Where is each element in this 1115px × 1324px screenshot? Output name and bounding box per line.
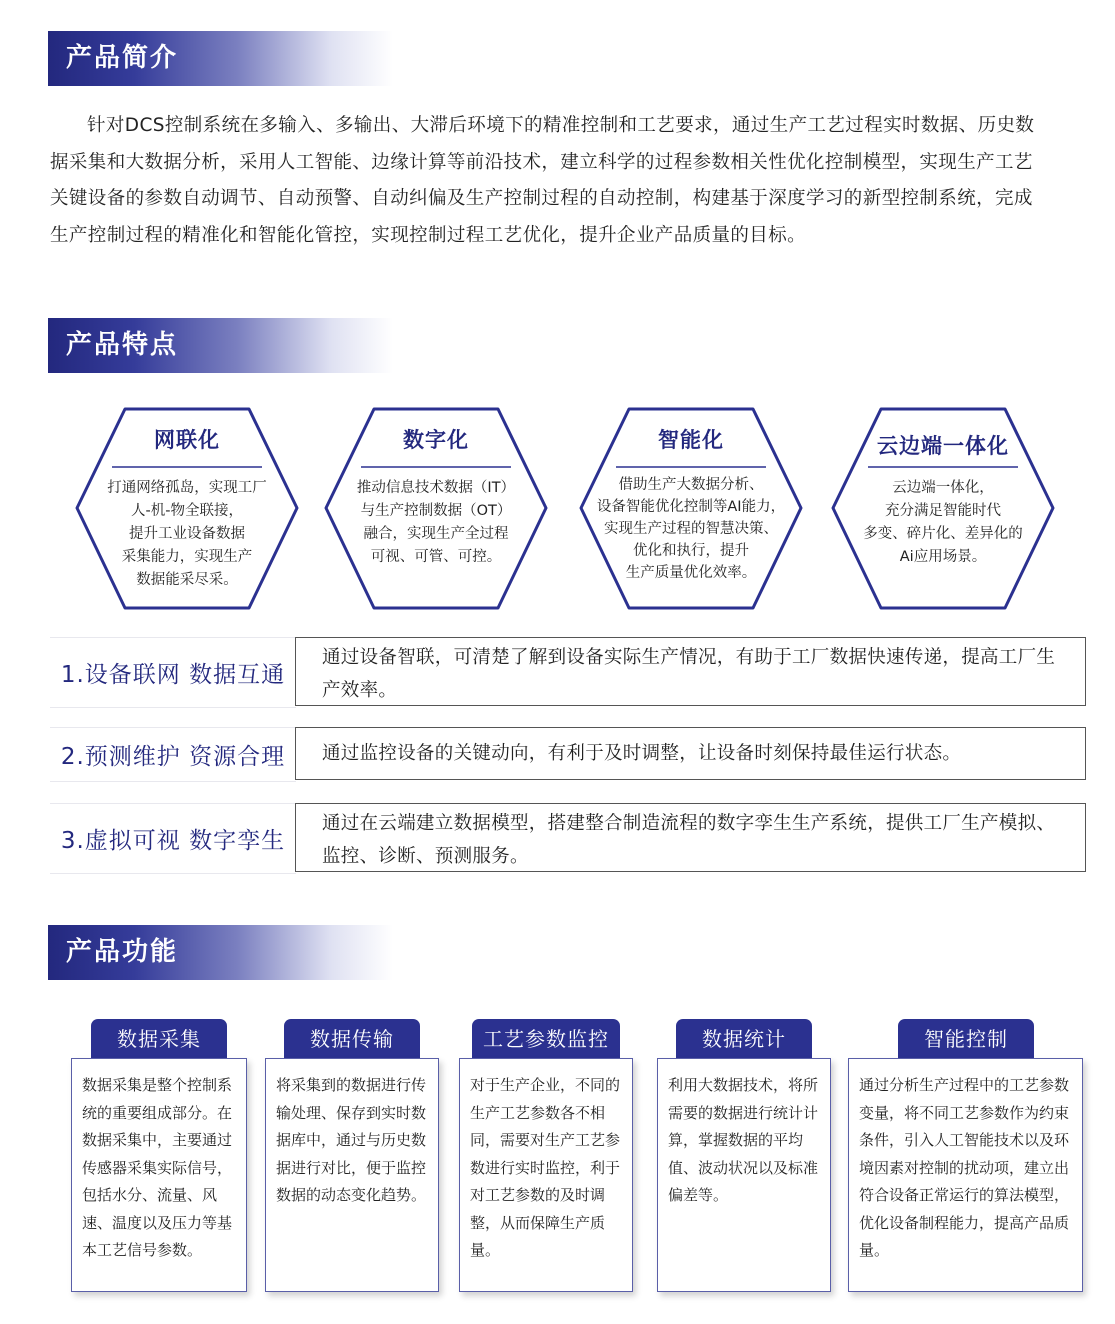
feature-row-label: 3.虚拟可视 数字孪生 [50,803,296,874]
hexagon-text-intelligence: 借助生产大数据分析、 设备智能优化控制等AI能力， 实现生产过程的智慧决策、 优化和执行，提升 生产质量优化效率。 [596,477,786,581]
function-card-title: 数据采集 [91,1019,227,1059]
hexagon-text-cloud-edge: 云边端一体化， 充分满足智能时代 多变、碎片化、差异化的 Ai应用场景。 [863,480,1023,565]
feature-row-label: 1.设备联网 数据互通 [50,637,296,708]
function-card-text: 数据采集是整个控制系统的重要组成部分。在数据采集中，主要通过传感器采集实际信号，包括水分、流量、风速、温度以及压力等基本工艺信号参数。 [71,1058,247,1292]
hexagon-title-cloud-edge: 云边端一体化 [877,434,1009,458]
function-card-text: 将采集到的数据进行传输处理、保存到实时数据库中，通过与历史数据进行对比，便于监控数据的动态变化趋势。 [265,1058,439,1292]
section-title-features: 产品特点 [48,318,393,373]
function-card-text: 利用大数据技术，将所需要的数据进行统计计算，掌握数据的平均值、波动状况以及标准偏差等。 [657,1058,831,1292]
feature-row [50,727,1086,780]
function-card-title: 智能控制 [898,1019,1034,1059]
intro-paragraph: 针对DCS控制系统在多输入、多输出、大滞后环境下的精准控制和工艺要求，通过生产工艺过程实时数据、历史数据采集和大数据分析，采用人工智能、边缘计算等前沿技术，建立科学的过程参数相关性优化控制模型，实现生产工艺关键设备的参数自动调节、自动预警、自动纠偏及生产控制过程的自动控制，构建基于深度学习的新型控制系统，完成生产控制过程的精准化和智能化管控，实现控制过程工艺优化，提升企业产品质量的目标。 [50,115,1035,246]
section-title-intro: 产品简介 [48,31,393,86]
feature-row-text: 通过监控设备的关键动向，有利于及时调整，让设备时刻保持最佳运行状态。 [295,727,1086,780]
function-card-title: 工艺参数监控 [472,1019,620,1059]
function-card-text: 通过分析生产过程中的工艺参数变量，将不同工艺参数作为约束条件，引入人工智能技术以及环境因素对控制的扰动项，建立出符合设备正常运行的算法模型，优化设备制程能力，提高产品质量。 [848,1058,1083,1292]
hexagon-text-digitalization: 推动信息技术数据（IT） 与生产控制数据（OT） 融合，实现生产全过程 可视、可管、可控。 [356,480,516,565]
section-title-functions: 产品功能 [48,925,393,980]
feature-row-label: 2.预测维护 资源合理 [50,727,296,782]
hexagon-text-networking: 打通网络孤岛，实现工厂 人-机-物全联接， 提升工业设备数据 采集能力，实现生产 数据能采尽采。 [107,480,267,588]
function-card-title: 数据传输 [284,1019,420,1059]
feature-row [50,803,1086,872]
function-card-text: 对于生产企业，不同的生产工艺参数各不相同，需要对生产工艺参数进行实时监控，利于对工艺参数的及时调整，从而保障生产质量。 [459,1058,633,1292]
feature-row-text: 通过在云端建立数据模型，搭建整合制造流程的数字孪生生产系统，提供工厂生产模拟、监控、诊断、预测服务。 [295,803,1086,872]
hexagon-title-intelligence: 智能化 [658,428,724,452]
hexagon-title-digitalization: 数字化 [403,428,469,452]
feature-row [50,637,1086,706]
feature-row-text: 通过设备智联，可清楚了解到设备实际生产情况，有助于工厂数据快速传递，提高工厂生产效率。 [295,637,1086,706]
hexagon-title-networking: 网联化 [154,428,220,452]
function-card-title: 数据统计 [676,1019,812,1059]
